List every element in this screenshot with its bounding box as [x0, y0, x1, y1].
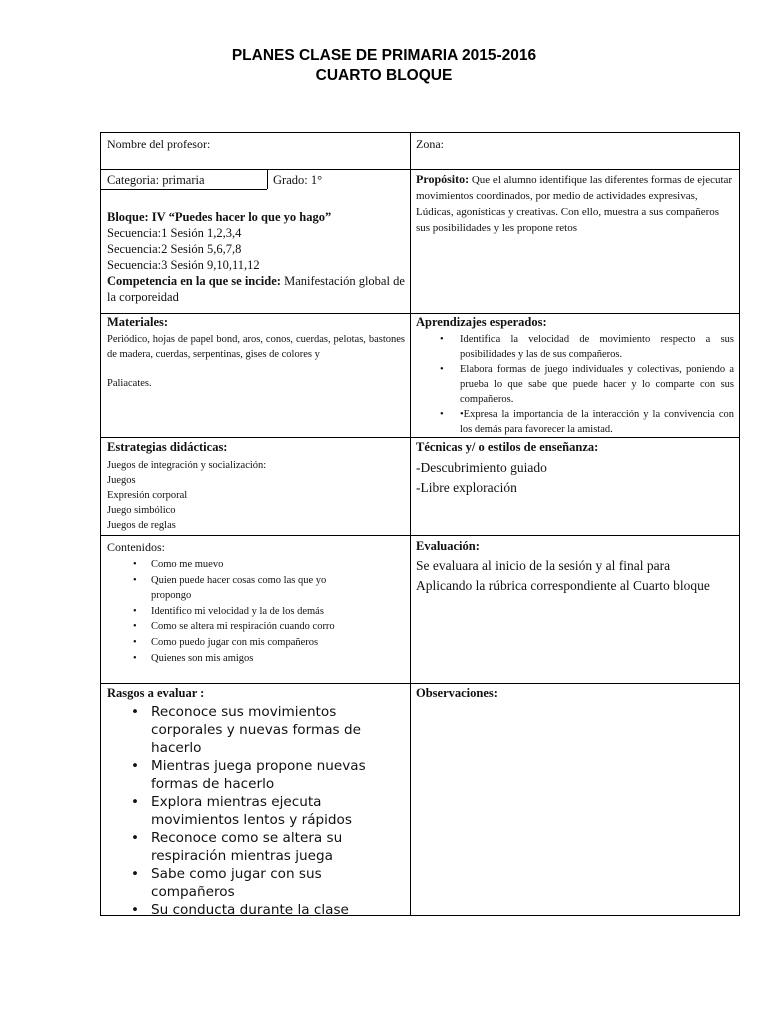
rasgo-item: • Reconoce sus movimientos corporales y nuevas formas de hacerlo: [101, 703, 401, 757]
proposito-text: Que el alumno identifique las diferentes formas de ejecutar movimientos coordinados, por medio de actividades expresivas, Lúdicas, agonísticas y creativas. Con ello, muestra a sus compañeros sus posibilidades y les propone retos: [416, 174, 733, 234]
contenido-item: • Como me muevo: [107, 557, 397, 573]
tecnicas-label: Técnicas y/ o estilos de enseñanza:: [416, 440, 599, 454]
lesson-plan-table: [100, 132, 740, 916]
row-divider: [101, 535, 739, 536]
secuencia-3: Secuencia:3 Sesión 9,10,11,12: [107, 258, 260, 272]
grado-divider: [267, 169, 268, 189]
contenidos-list: [107, 557, 397, 666]
aprendizajes-label: Aprendizajes esperados:: [416, 315, 547, 329]
profesor-label: Nombre del profesor:: [107, 137, 211, 151]
estrategia-item: Expresión corporal: [107, 490, 188, 501]
row-divider: [101, 683, 739, 684]
aprendizaje-item: • Identifica la velocidad de movimiento respecto a sus posibilidades y las de sus compañeros.: [416, 332, 734, 362]
estrategia-item: Juegos: [107, 475, 136, 486]
column-divider: [410, 133, 411, 915]
secuencia-2: Secuencia:2 Sesión 5,6,7,8: [107, 242, 242, 256]
grado-field: Grado: 1°: [273, 173, 323, 187]
competencia: [107, 273, 405, 305]
rasgo-item: • Reconoce como se altera su respiración mientras juega: [101, 829, 401, 865]
row-divider: [101, 169, 739, 170]
competencia-label: Competencia en la que se incide:: [107, 274, 281, 288]
estrategias-list: [107, 458, 405, 533]
contenido-item: • Como se altera mi respiración cuando corro: [107, 619, 397, 635]
bloque-label: Bloque: IV “Puedes hacer lo que yo hago”: [107, 210, 332, 224]
materiales-text: Periódico, hojas de papel bond, aros, conos, cuerdas, pelotas, bastones de madera, cuerdas, serpentinas, gises de colores y: [107, 334, 405, 360]
estrategias-label: Estrategias didácticas:: [107, 440, 228, 454]
aprendizaje-item: • •Expresa la importancia de la interacción y la convivencia con los demás para favorecer la amistad.: [416, 407, 734, 437]
document-title: PLANES CLASE DE PRIMARIA 2015-2016: [231, 47, 537, 64]
contenidos-label: Contenidos:: [107, 540, 166, 554]
aprendizajes-list: [416, 332, 734, 437]
materiales-text-2: Paliacates.: [107, 378, 152, 389]
rasgo-item: • Explora mientras ejecuta movimientos lentos y rápidos: [101, 793, 401, 829]
estrategia-item: Juegos de integración y socialización:: [107, 460, 267, 471]
secuencia-1: Secuencia:1 Sesión 1,2,3,4: [107, 226, 242, 240]
tecnicas-list: [416, 458, 547, 498]
competencia-text: Manifestación global de la corporeidad: [107, 274, 405, 304]
evaluacion-text: Se evaluara al inicio de la sesión y al final para Aplicando la rúbrica correspondiente al Cuarto bloque: [416, 558, 710, 593]
categoria-divider: [101, 189, 267, 190]
rasgo-item: • Su conducta durante la clase: [101, 901, 401, 919]
tecnica-item: -Descubrimiento guiado: [416, 460, 547, 475]
materiales-label: Materiales:: [107, 315, 169, 329]
proposito-label: Propósito:: [416, 172, 470, 186]
observaciones-label: Observaciones:: [416, 686, 498, 700]
proposito: [416, 171, 734, 236]
bloque-block: [107, 209, 405, 305]
row-divider: [101, 437, 739, 438]
rasgos-list: [101, 703, 401, 919]
categoria-field: Categoria: primaria: [107, 173, 205, 187]
estrategia-item: Juegos de reglas: [107, 520, 176, 531]
aprendizaje-item: • Elabora formas de juego individuales y colectivas, poniendo a prueba lo que sabe que puede hacer y lo comparte con sus compañeros.: [416, 362, 734, 407]
rasgo-item: • Sabe como jugar con sus compañeros: [101, 865, 401, 901]
evaluacion-label: Evaluación:: [416, 539, 480, 553]
contenido-item: • Quien puede hacer cosas como las que yo propongo: [107, 573, 397, 604]
contenido-item: • Quienes son mis amigos: [107, 651, 397, 667]
tecnica-item: -Libre exploración: [416, 480, 517, 495]
rasgos-label: Rasgos a evaluar :: [107, 686, 205, 700]
document-subtitle: CUARTO BLOQUE: [315, 67, 453, 84]
zona-label: Zona:: [416, 137, 444, 151]
contenido-item: • Identifico mi velocidad y la de los demás: [107, 604, 397, 620]
estrategia-item: Juego simbólico: [107, 505, 176, 516]
rasgo-item: • Mientras juega propone nuevas formas de hacerlo: [101, 757, 401, 793]
contenido-item: • Como puedo jugar con mis compañeros: [107, 635, 397, 651]
